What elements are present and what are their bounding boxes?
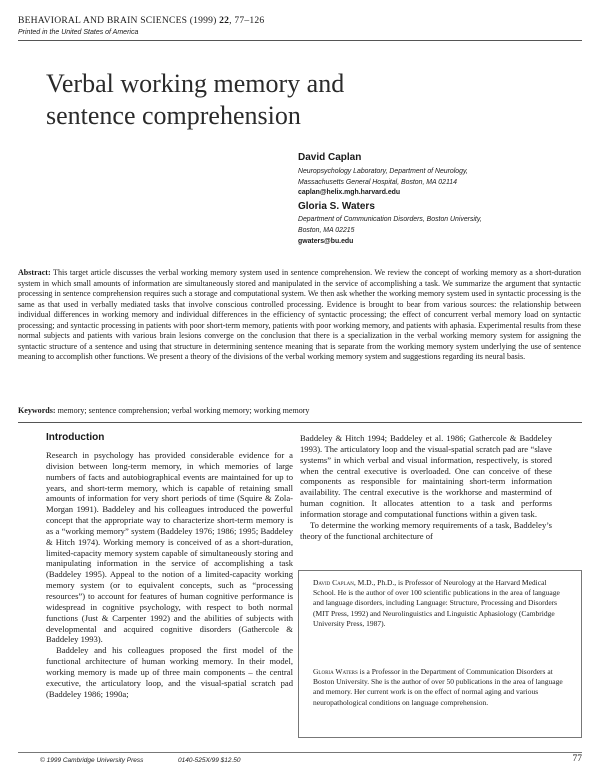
author-affiliation [298,215,558,236]
bio-waters [313,667,571,708]
keywords-text: memory; sentence comprehension; verbal working memory; working memory [57,406,310,415]
printed-note: Printed in the United States of America [18,29,139,36]
journal-volume: 22 [219,15,230,26]
section-heading: Introduction [46,432,105,443]
right-column [300,433,552,541]
body-paragraph: Research in psychology has provided considerable evidence for a division between long-term memory, in which memories of large numbers of facts and autobiographical events are maintained for up to years, and short-term memory, which is capable of retaining small amounts of information for very short periods of time (Squire & Zola-Morgan 1991). Baddeley and his colleagues introduced the powerful concept that the appropriate way to characterize short-term memory is as a “working memory” system (Baddeley 1976; 1986; 1995; Baddeley & Hitch 1974). Working memory is conceived of as a short-duration, limited-capacity memory system capable of simultaneously storing and manipulating information in the service of accomplishing a task (Baddeley 1995). Appeal to the notion of a limited-capacity working memory system (or to equivalent concepts, such as “processing resources”) to account for features of human cognitive performance is widespread in cognitive psychology, with respect to both normal functions (Just & Carpenter 1992) and the abilities of subjects with developmental and acquired cognitive disorders (Gathercole & Baddeley 1993). [46,450,293,645]
header-divider [18,40,582,41]
footer-divider [18,752,582,753]
bio-text: , M.D., Ph.D., is Professor of Neurology at the Harvard Medical School. He is the author of over 100 scientific publications in the area of language and language disorders, including Language: Structure, Processing and Disorders (MIT Press, 1992) and Neurolinguistics and Linguistic Aphasiology (Cambridge University Press, 1987). [313,578,560,628]
body-paragraph: To determine the working memory requirements of a task, Baddeley’s theory of the functional architecture of [300,519,552,541]
journal-pages: , 77–126 [229,15,265,26]
keywords-label: Keywords: [18,406,56,415]
author-affiliation [298,167,558,188]
title-line-2: sentence comprehension [46,101,301,130]
copyright: © 1999 Cambridge University Press [40,757,144,764]
affiliation-line: Massachusetts General Hospital, Boston, MA 02114 [298,178,457,186]
journal-prefix: BEHAVIORAL AND BRAIN SCIENCES (1999) [18,15,220,26]
author-bio-box [298,570,582,738]
abstract-label: Abstract: [18,268,51,277]
bio-caplan [313,578,571,629]
abstract [18,268,581,363]
abstract-text: This target article discusses the verbal working memory system used in sentence comprehension. We review the concept of working memory as a short-duration system in which small amounts of information are simultaneously stored and manipulated in the service of accomplishing a task. We summarize the argument that syntactic processing in sentence comprehension requires such a storage and computational system. We then ask whether the working memory system used in syntactic processing is the same as that used in verbally mediated tasks that involve conscious controlled processing. Evidence is brought to bear from various sources: the relationship between individual differences in working memory and individual differences in the efficiency of syntactic processing; the effect of concurrent verbal memory load on syntactic processing; and syntactic processing in patients with poor short-term memory, patients with poor working memory, and patients with aphasia. Experimental results from these normal subjects and patients with various brain lesions converge on the conclusion that there is a specialization in the verbal working memory system for assigning the syntactic structure of a sentence and using that structure in determining sentence meaning that is separate from the working memory system underlying the use of sentence meaning to accomplish other functions. We present a theory of the divisions of the verbal working memory system and suggestions regarding its neural basis. [18,268,581,362]
affiliation-line: Boston, MA 02215 [298,226,355,234]
bio-name: Gloria Waters [313,667,358,676]
body-paragraph: Baddeley and his colleagues proposed the first model of the functional architecture of human working memory. In their model, working memory is made up of three main components – the central executive, the articulatory loop, and the visual-spatial scratch pad (Baddeley 1986; 1990a; [46,645,293,699]
author-email[interactable]: gwaters@bu.edu [298,238,354,245]
author-name: Gloria S. Waters [298,201,375,212]
author-name: David Caplan [298,152,362,163]
article-title [46,68,486,132]
affiliation-line: Department of Communication Disorders, Boston University, [298,216,482,223]
bio-text: is a Professor in the Department of Communication Disorders at Boston University. She is the author of over 50 publications in the area of language and memory. Her current work is on the effect of normal aging and various neuropathological conditions on language comprehension. [313,667,563,707]
issn: 0140-525X/99 $12.50 [178,757,241,764]
bio-name: David Caplan [313,578,354,587]
body-paragraph: Baddeley & Hitch 1994; Baddeley et al. 1986; Gathercole & Baddeley 1993). The articulatory loop and the visual-spatial scratch pad are “slave systems” in which verbal and visual information, respectively, is stored when the central executive is overloaded. One can conceive of these components as responsible for maintaining short-term information availability. The central executive is the workhorse and mastermind of human cognition. It allocates attention to a task and performs information storage and computational functions within a given task. [300,433,552,519]
abstract-divider [18,422,582,423]
journal-header [18,15,264,26]
title-line-1: Verbal working memory and [46,69,345,98]
left-column [46,450,293,699]
author-email[interactable]: caplan@helix.mgh.harvard.edu [298,189,401,196]
keywords [18,406,309,415]
affiliation-line: Neuropsychology Laboratory, Department of Neurology, [298,168,468,175]
page-number: 77 [572,754,582,764]
